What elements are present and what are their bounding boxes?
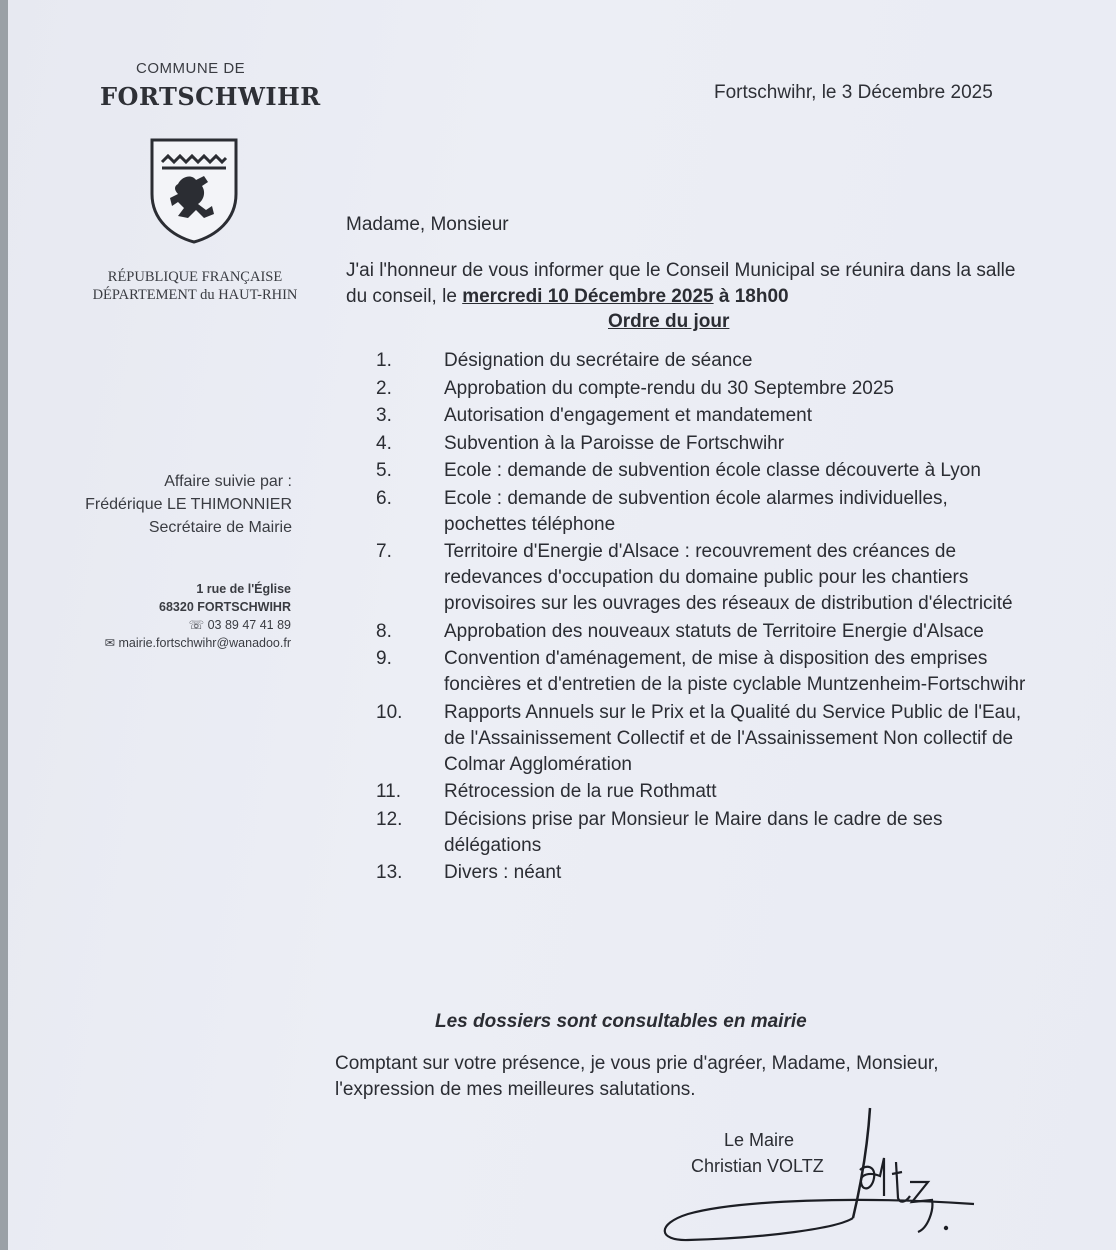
agenda-item [376,376,1026,402]
agenda-item-text: Ecole : demande de subvention école alarmes individuelles, pochettes téléphone [444,487,948,535]
agenda-item-number: 1. [376,350,392,371]
intro-text: J'ai l'honneur de vous informer que le Conseil Municipal se réunira dans la salle du conseil, le [346,260,1016,307]
agenda-item-text: Désignation du secrétaire de séance [444,350,753,371]
agenda-item-number: 4. [376,432,392,454]
phone-number: 03 89 47 41 89 [207,618,291,632]
agenda-item [376,348,1026,374]
signatory-name: Christian VOLTZ [691,1156,824,1176]
agenda-item-number: 8. [376,620,392,642]
agenda-item [376,486,1026,538]
agenda-item-text: Autorisation d'engagement et mandatement [444,405,813,426]
agenda-item [376,458,1026,484]
agenda-item-text: Approbation du compte-rendu du 30 Septembre 2025 [444,377,894,399]
meeting-time: à 18h00 [713,286,789,307]
handwritten-signature [648,1100,978,1250]
agenda-item-number: 2. [376,377,392,399]
affaire-suivie-block [48,470,292,539]
agenda-item-number: 13. [376,862,403,883]
agenda-item-number: 11. [376,781,402,802]
lion-crest-icon [148,136,240,244]
commune-label: COMMUNE DE [136,60,246,77]
agenda-item-number: 7. [376,541,392,562]
address-street: 1 rue de l'Église [196,582,291,596]
phone-line [68,616,291,634]
agenda-item-text: Rétrocession de la rue Rothmatt [444,781,717,802]
agenda-item [376,619,1026,645]
agenda-item-number: 6. [376,487,392,509]
agenda-item [376,539,1026,617]
mail-icon: ✉ [104,636,119,650]
agenda-item-number: 10. [376,701,403,723]
agenda-item-text: Ecole : demande de subvention école classe découverte à Lyon [444,460,981,481]
agenda-item-text: Subvention à la Paroisse de Fortschwihr [444,432,785,454]
departement-text: DÉPARTEMENT du HAUT-RHIN [92,287,298,303]
contact-block [68,580,291,652]
agenda-item-number: 9. [376,648,392,669]
phone-icon: ☏ [188,618,208,632]
email-line [68,634,291,652]
meeting-date: mercredi 10 Décembre 2025 [462,286,714,307]
agenda-item [376,431,1026,457]
agenda-item-text: Convention d'aménagement, de mise à disposition des emprises foncières et d'entretien de la piste cyclable Muntzenheim-Fortschwihr [444,648,1026,695]
agenda-item [376,646,1026,698]
agenda-item-text: Approbation des nouveaux statuts de Territoire Energie d'Alsace [444,620,984,642]
republique-text: RÉPUBLIQUE FRANÇAISE [107,269,283,285]
letter-page [8,0,1116,1250]
intro-paragraph [346,258,1026,310]
affaire-name: Frédérique LE THIMONNIER [85,496,292,513]
agenda-item [376,700,1026,778]
commune-name: FORTSCHWIHR [100,82,321,111]
agenda-item-text: Décisions prise par Monsieur le Maire dans le cadre de ses délégations [444,808,943,856]
agenda-item [376,807,1026,859]
email-address: mairie.fortschwihr@wanadoo.fr [118,636,291,650]
agenda-title: Ordre du jour [608,311,730,332]
affaire-role: Secrétaire de Mairie [148,519,292,536]
salutation: Madame, Monsieur [346,214,509,235]
closing-paragraph: Comptant sur votre présence, je vous prie d'agréer, Madame, Monsieur, l'expression de mes meilleures salutations. [335,1053,939,1100]
republique-block [82,268,308,304]
agenda-list [376,348,1026,888]
agenda-item-text: Territoire d'Energie d'Alsace : recouvrement des créances de redevances d'occupation du domaine public pour les chantiers provisoires sur les ouvrages des réseaux de distribution d'électricité [444,541,1013,614]
agenda-item [376,403,1026,429]
address-city: 68320 FORTSCHWIHR [159,600,291,614]
agenda-item-number: 3. [376,405,392,426]
date-line: Fortschwihr, le 3 Décembre 2025 [714,82,993,103]
signatory-title: Le Maire [724,1130,795,1150]
agenda-item-number: 5. [376,460,392,481]
agenda-item [376,779,1026,805]
dossiers-note: Les dossiers sont consultables en mairie [435,1011,807,1032]
agenda-item-text: Divers : néant [444,862,562,883]
agenda-item-text: Rapports Annuels sur le Prix et la Qualité du Service Public de l'Eau, de l'Assainissement Collectif et de l'Assainissement Non collectif de Colmar Agglomération [444,701,1022,775]
affaire-label: Affaire suivie par : [164,473,292,490]
agenda-item-number: 12. [376,808,403,830]
agenda-item [376,860,1026,886]
